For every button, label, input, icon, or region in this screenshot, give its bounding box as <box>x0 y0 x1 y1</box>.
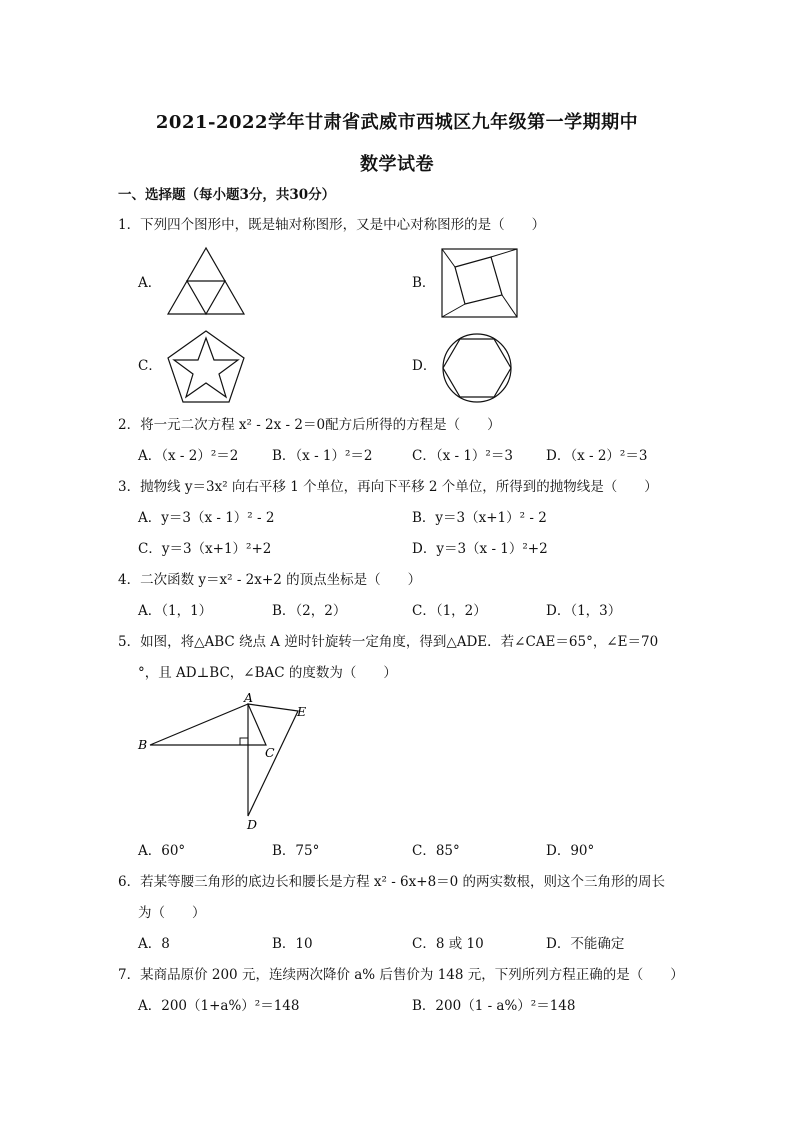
page-subtitle: 数学试卷 <box>360 154 434 175</box>
label-a: A <box>244 690 254 705</box>
label-c: C <box>265 745 275 760</box>
q7-stem: 7．某商品原价 200 元，连续两次降价 a% 后售价为 148 元，下列所列方程正确的是（ ） <box>118 967 684 983</box>
q7-option-b: B．200（1 - a%）²＝148 <box>412 998 576 1014</box>
q5-stem-line1: 5．如图，将△ABC 绕点 A 逆时针旋转一定角度，得到△ADE．若∠CAE＝65°，∠E＝70 <box>118 634 659 650</box>
q3-option-c: C．y＝3（x+1）²+2 <box>138 541 272 557</box>
q2-option-a: A．（x - 2）²＝2 <box>138 448 239 464</box>
q4-option-c: C．（1，2） <box>412 603 487 619</box>
q1-figure-d <box>441 332 513 404</box>
circle <box>443 334 511 402</box>
q1-stem: 1．下列四个图形中，既是轴对称图形，又是中心对称图形的是（ ） <box>118 217 546 233</box>
q2-option-c: C．（x - 1）²＝3 <box>412 448 513 464</box>
outer-square <box>442 249 517 317</box>
hexagon <box>443 339 511 397</box>
q4-option-a: A．（1，1） <box>138 603 213 619</box>
q6-option-a: A．8 <box>138 936 170 952</box>
label-d: D <box>247 817 258 832</box>
inner-square <box>455 257 502 304</box>
q6-option-c: C．8 或 10 <box>412 936 484 952</box>
q1-option-a-label: A． <box>138 275 162 291</box>
q1-figure-a <box>166 246 246 318</box>
q1-figure-b <box>441 248 519 318</box>
q6-option-d: D．不能确定 <box>546 936 625 952</box>
page-title: 2021-2022学年甘肃省武威市西城区九年级第一学期期中 <box>155 112 639 133</box>
pentagon <box>168 331 244 402</box>
label-b: B <box>138 737 148 752</box>
q3-stem: 3．抛物线 y＝3x² 向右平移 1 个单位，再向下平移 2 个单位，所得到的抛物线是（ ） <box>118 479 658 495</box>
triangle-abc <box>150 704 266 745</box>
q1-figure-c <box>166 330 246 404</box>
q5-option-c: C．85° <box>412 843 460 859</box>
q4-stem: 4．二次函数 y＝x² - 2x+2 的顶点坐标是（ ） <box>118 572 422 588</box>
q6-stem-line1: 6．若某等腰三角形的底边长和腰长是方程 x² - 6x+8＝0 的两实数根，则这个三角形的周长 <box>118 874 666 890</box>
q5-figure <box>130 690 320 835</box>
q1-option-d-label: D． <box>412 358 437 374</box>
q5-option-d: D．90° <box>546 843 595 859</box>
q6-option-b: B．10 <box>272 936 313 952</box>
q7-option-a: A．200（1+a%）²＝148 <box>138 998 300 1014</box>
right-angle-mark <box>240 738 248 745</box>
q4-option-b: B．（2，2） <box>272 603 347 619</box>
q2-option-b: B．（x - 1）²＝2 <box>272 448 373 464</box>
q6-stem-line2: 为（ ） <box>138 905 206 921</box>
q2-option-d: D．（x - 2）²＝3 <box>546 448 648 464</box>
label-e: E <box>297 704 307 719</box>
q1-option-c-label: C． <box>138 358 162 374</box>
q5-option-a: A．60° <box>138 843 186 859</box>
q5-stem-line2: °，且 AD⊥BC，∠BAC 的度数为（ ） <box>138 665 397 681</box>
q3-option-d: D．y＝3（x - 1）²+2 <box>412 541 548 557</box>
q3-option-b: B．y＝3（x+1）² - 2 <box>412 510 547 526</box>
q2-stem: 2．将一元二次方程 x² - 2x - 2＝0配方后所得的方程是（ ） <box>118 417 501 433</box>
triangle-inner <box>187 281 225 314</box>
q3-option-a: A．y＝3（x - 1）² - 2 <box>138 510 275 526</box>
q5-option-b: B．75° <box>272 843 320 859</box>
section-heading: 一、选择题（每小题3分，共30分） <box>118 187 336 203</box>
q4-option-d: D．（1，3） <box>546 603 622 619</box>
q1-option-b-label: B． <box>412 275 436 291</box>
